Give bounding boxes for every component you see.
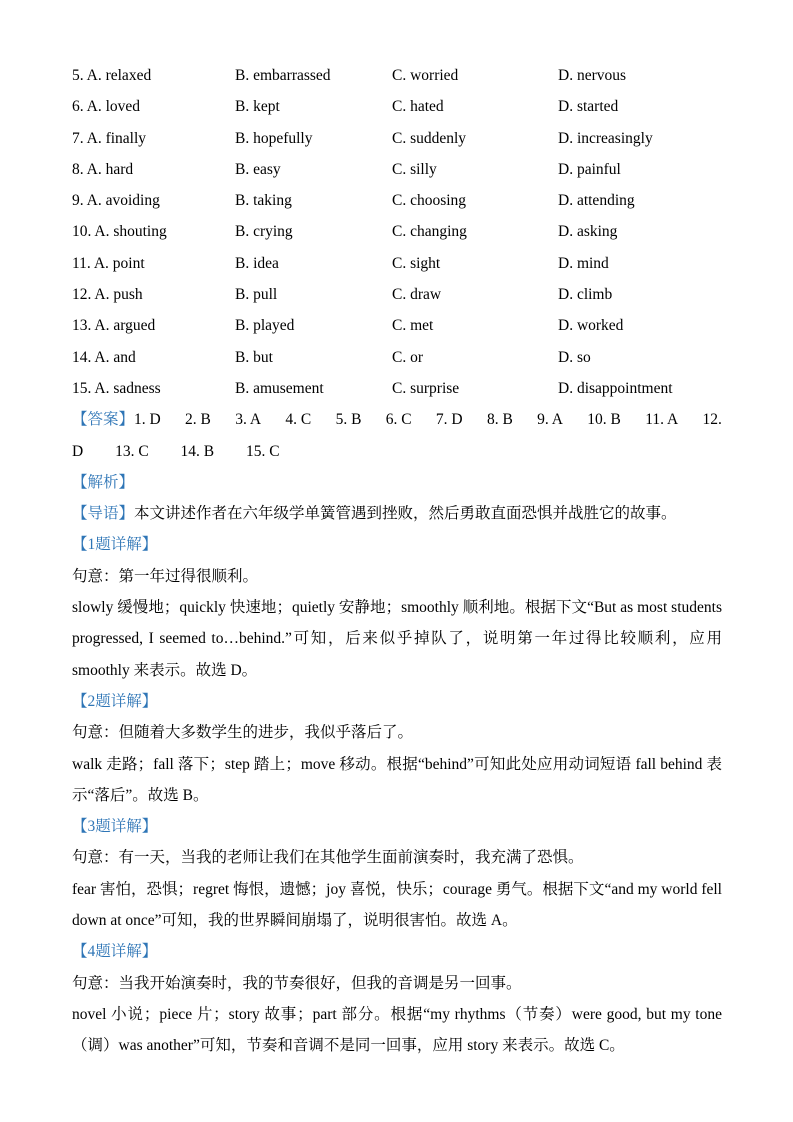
option-b: B. but <box>235 348 273 366</box>
option-row <box>72 154 722 185</box>
option-c: C. silly <box>392 160 437 178</box>
answer-item: 1. D <box>134 411 161 429</box>
option-c: C. surprise <box>392 379 460 397</box>
analysis-item-sentence: 句意：有一天，当我的老师让我们在其他学生面前演奏时，我充满了恐惧。 <box>72 849 584 867</box>
option-d: D. mind <box>558 254 609 272</box>
option-c: C. hated <box>392 98 444 116</box>
answer-item: 3. A <box>235 411 262 429</box>
option-c: C. draw <box>392 286 442 304</box>
option-a: 6. A. loved <box>72 98 141 116</box>
option-b: B. taking <box>235 192 292 210</box>
option-row <box>72 123 722 154</box>
option-a: 8. A. hard <box>72 160 134 178</box>
option-row <box>72 310 722 341</box>
option-b: B. idea <box>235 254 279 272</box>
answer-item: 5. B <box>335 411 362 429</box>
analysis-item <box>72 686 722 811</box>
option-c: C. worried <box>392 67 459 84</box>
option-d: D. asking <box>558 223 618 241</box>
analysis-heading <box>72 467 722 498</box>
option-b: B. played <box>235 317 295 335</box>
option-b: B. easy <box>235 160 281 178</box>
option-row <box>72 342 722 373</box>
option-row <box>72 91 722 122</box>
analysis-item-explanation: novel 小说；piece 片；story 故事；part 部分。根据“my rhythms（节奏）were good, but my tone（调）was another”可知，节奏和音调不是同一回事，应用 story 来表示。故选 C。 <box>72 1005 722 1055</box>
answers-label: 【答案】 <box>72 411 135 429</box>
option-a: 13. A. argued <box>72 317 156 335</box>
option-d: D. so <box>558 348 591 366</box>
answer-item: 8. B <box>486 411 513 429</box>
answers-line-2 <box>72 436 722 467</box>
option-a: 12. A. push <box>72 286 143 304</box>
option-b: B. crying <box>235 223 293 241</box>
option-d: D. painful <box>558 160 621 178</box>
answer-item: 9. A <box>537 411 563 429</box>
answers-first-group <box>72 404 161 435</box>
option-c: C. or <box>392 348 423 366</box>
option-c: C. sight <box>392 254 441 272</box>
option-row <box>72 248 722 279</box>
analysis-item-explanation: walk 走路；fall 落下；step 踏上；move 移动。根据“behind”可知此处应用动词短语 fall behind 表示“落后”。故选 B。 <box>72 755 722 804</box>
intro-text: 本文讲述作者在六年级学单簧管遇到挫败，然后勇敢直面恐惧并战胜它的故事。 <box>134 505 677 523</box>
analysis-label: 【解析】 <box>72 473 135 491</box>
option-b: B. hopefully <box>235 129 313 147</box>
option-row <box>72 216 722 247</box>
option-c: C. choosing <box>392 192 467 210</box>
intro-label: 【导语】 <box>72 505 135 523</box>
answer-item: 10. B <box>587 411 621 429</box>
answer-item: 12. <box>702 411 722 429</box>
analysis-item <box>72 811 722 936</box>
answer-item: 4. C <box>285 411 312 429</box>
answers-line-1 <box>72 404 722 435</box>
option-b: B. pull <box>235 286 278 304</box>
answer-item: D <box>72 442 84 460</box>
answer-item: 7. D <box>435 411 463 429</box>
option-c: C. suddenly <box>392 129 467 147</box>
option-a: 15. A. sadness <box>72 379 161 397</box>
option-a: 7. A. finally <box>72 129 147 147</box>
option-c: C. met <box>392 317 434 335</box>
option-row <box>72 373 722 404</box>
analysis-item-label: 【3题详解】 <box>72 818 158 836</box>
option-d: D. increasingly <box>558 129 653 147</box>
analysis-item-sentence: 句意：当我开始演奏时，我的节奏很好，但我的音调是另一回事。 <box>72 974 522 992</box>
answer-item: 15. C <box>246 442 280 460</box>
option-d: D. disappointment <box>558 379 673 397</box>
option-d: D. worked <box>558 317 624 335</box>
analysis-item-sentence: 句意：但随着大多数学生的进步，我似乎落后了。 <box>72 724 414 742</box>
analysis-item <box>72 529 722 685</box>
analysis-item-explanation: slowly 缓慢地；quickly 快速地；quietly 安静地；smoothly 顺利地。根据下文“But as most students progressed, I seemed to…behind.”可知，后来似乎掉队了，说明第一年过得比较顺利，应用 smoothly 来表示。故选 D。 <box>72 599 722 679</box>
option-b: B. amusement <box>235 379 324 397</box>
answer-item: 6. C <box>385 411 412 429</box>
option-c: C. changing <box>392 223 467 241</box>
option-d: D. climb <box>558 286 613 304</box>
analysis-item-explanation: fear 害怕，恐惧；regret 悔恨，遗憾；joy 喜悦，快乐；courage 勇气。根据下文“and my world fell down at once”可知，我的世界瞬间崩塌了，说明很害怕。故选 A。 <box>72 880 722 930</box>
option-row <box>72 60 722 91</box>
answer-item: 13. C <box>115 442 149 460</box>
option-a: 5. A. relaxed <box>72 67 152 84</box>
option-a: 11. A. point <box>72 254 145 272</box>
analysis-item-label: 【4题详解】 <box>72 943 158 961</box>
option-b: B. kept <box>235 98 280 116</box>
analysis-item-label: 【1题详解】 <box>72 536 158 554</box>
option-b: B. embarrassed <box>235 67 331 84</box>
analysis-item-sentence: 句意：第一年过得很顺利。 <box>72 567 259 585</box>
analysis-item <box>72 936 722 1061</box>
option-row <box>72 279 722 310</box>
option-a: 9. A. avoiding <box>72 192 160 210</box>
analysis-item-label: 【2题详解】 <box>72 692 158 710</box>
option-row <box>72 185 722 216</box>
answer-item: 11. A <box>645 411 679 429</box>
option-d: D. nervous <box>558 67 627 84</box>
options-table <box>72 60 722 404</box>
option-d: D. started <box>558 98 619 116</box>
option-a: 10. A. shouting <box>72 223 167 241</box>
option-d: D. attending <box>558 192 635 210</box>
analysis-items <box>72 529 722 1061</box>
option-a: 14. A. and <box>72 348 136 366</box>
answer-item: 14. B <box>180 442 215 460</box>
answer-item: 2. B <box>185 411 211 429</box>
intro-line <box>72 498 722 529</box>
